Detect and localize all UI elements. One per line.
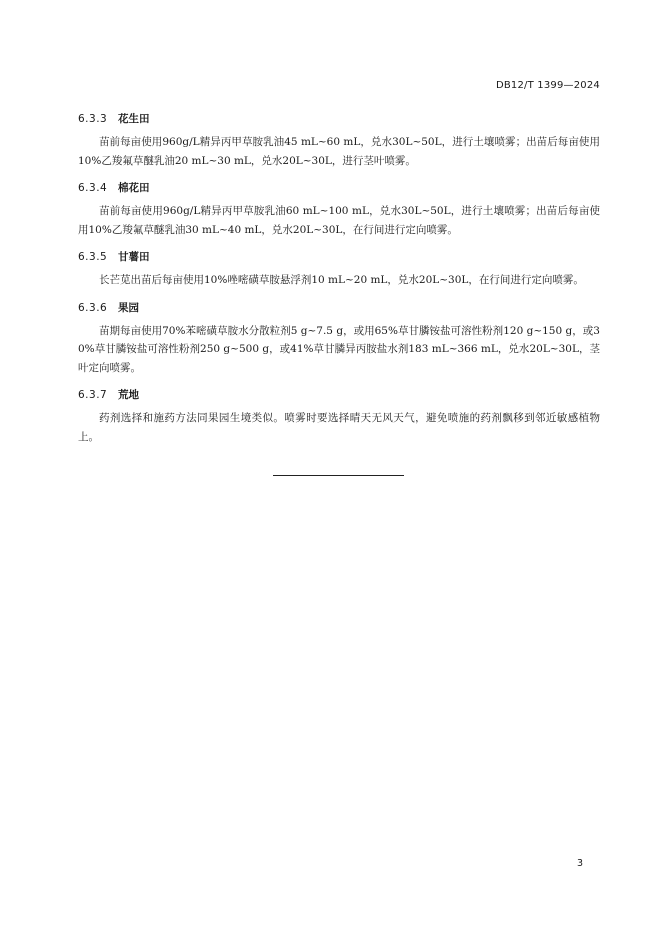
section-heading (78, 177, 600, 199)
section-number: 6.3.5 (78, 251, 108, 263)
section-number: 6.3.3 (78, 113, 108, 125)
section-6-3-6 (78, 297, 600, 378)
page-number: 3 (576, 858, 583, 869)
section-heading (78, 108, 600, 130)
section-heading (78, 246, 600, 268)
section-6-3-5 (78, 246, 600, 290)
section-title: 果园 (118, 301, 139, 314)
section-number: 6.3.6 (78, 301, 108, 314)
section-6-3-4 (78, 177, 600, 239)
section-paragraph: 药剂选择和施药方法同果园生境类似。喷雾时要选择晴天无风天气，避免喷施的药剂飘移到邻近敏感植物上。 (78, 412, 600, 443)
section-6-3-3 (78, 108, 600, 170)
section-heading (78, 384, 600, 406)
section-paragraph: 苗前每亩使用960g/L精异丙甲草胺乳油60 mL~100 mL，兑水30L~50L，进行土壤喷雾；出苗后每亩使用10%乙羧氟草醚乳油30 mL~40 mL，兑水20L~30L，在行间进行定向喷雾。 (78, 205, 600, 236)
section-title: 花生田 (118, 113, 150, 125)
section-title: 甘薯田 (118, 251, 150, 263)
document-id: DB12/T 1399—2024 (495, 80, 600, 91)
section-6-3-7 (78, 384, 600, 446)
section-paragraph: 长芒苋出苗后每亩使用10%唑嘧磺草胺悬浮剂10 mL~20 mL，兑水20L~30L，在行间进行定向喷雾。 (99, 274, 584, 286)
section-paragraph: 苗前每亩使用960g/L精异丙甲草胺乳油45 mL~60 mL，兑水30L~50L，进行土壤喷雾；出苗后每亩使用10%乙羧氟草醚乳油20 mL~30 mL，兑水20L~30L，进行茎叶喷雾。 (78, 136, 600, 167)
section-paragraph: 苗期每亩使用70%苯嘧磺草胺水分散粒剂5 g~7.5 g，或用65%草甘膦铵盐可溶性粉剂120 g~150 g，或30%草甘膦铵盐可溶性粉剂250 g~500 g，或41%草甘膦异丙胺盐水剂183 mL~366 mL，兑水20L~30L，茎叶定向喷雾。 (78, 324, 600, 374)
section-number: 6.3.7 (78, 389, 108, 401)
section-title: 荒地 (118, 389, 139, 401)
end-of-document-rule (273, 475, 404, 476)
document-body (78, 108, 600, 453)
section-number: 6.3.4 (78, 182, 108, 194)
section-title: 棉花田 (118, 182, 150, 194)
section-heading (78, 297, 600, 319)
